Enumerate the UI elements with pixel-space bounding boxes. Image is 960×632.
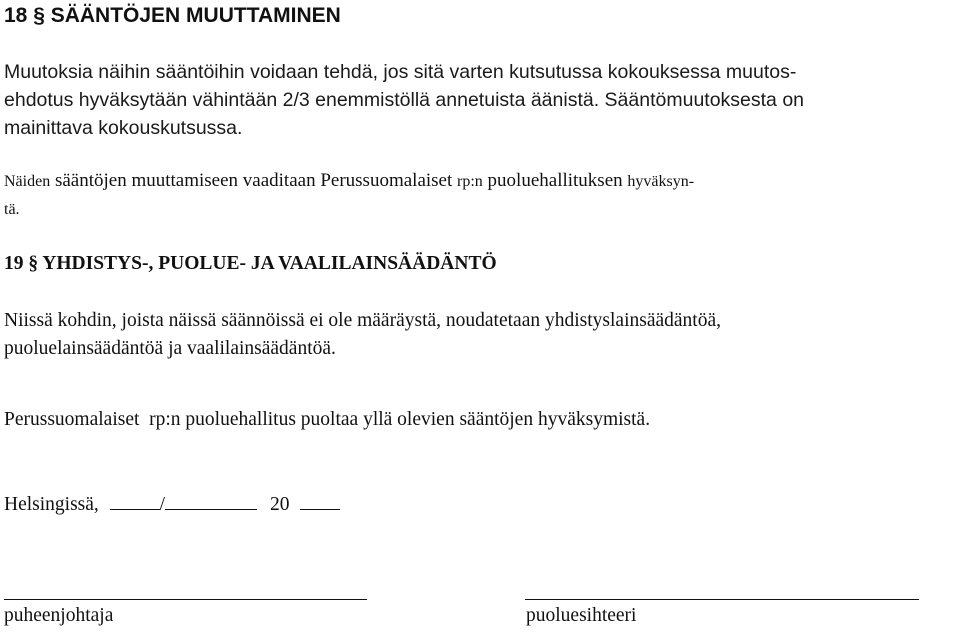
secretary-signature-label: puoluesihteeri xyxy=(526,605,637,626)
text-segment: puoluehallituksen xyxy=(482,170,628,191)
paragraph-line: mainittava kokouskutsussa. xyxy=(4,117,243,139)
approval-requirement-paragraph xyxy=(4,167,694,224)
paragraph-line: ehdotus hyväksytään vähintään 2/3 enemmistöllä annetuista äänistä. Sääntömuutoksesta on xyxy=(4,89,805,111)
section-18-heading: 18 § SÄÄNTÖJEN MUUTTAMINEN xyxy=(4,4,341,27)
paragraph-line: Muutoksia näihin sääntöihin voidaan tehdä, jos sitä varten kutsutussa kokouksessa muutos- xyxy=(4,61,797,83)
day-blank xyxy=(110,491,160,510)
word-rpn: rp:n xyxy=(457,173,483,190)
paragraph-line: puoluelainsäädäntöä ja vaalilainsäädäntöä. xyxy=(4,338,336,359)
place-label: Helsingissä, xyxy=(4,494,99,515)
paragraph-line: Niissä kohdin, joista näissä säännöissä ei ole määräystä, noudatetaan yhdistyslainsäädäntöä, xyxy=(4,310,721,331)
word-naiden: Näiden xyxy=(4,173,51,190)
place-date-line xyxy=(4,491,340,519)
word-hyvaksyn: hyväksyn- xyxy=(627,173,695,190)
section-18-paragraph xyxy=(4,58,944,142)
date-slash: / xyxy=(159,494,166,515)
approval-statement: Perussuomalaiset rp:n puoluehallitus puoltaa yllä olevien sääntöjen hyväksymistä. xyxy=(4,409,651,430)
chairman-signature-line xyxy=(4,599,367,600)
section-19-paragraph xyxy=(4,307,721,363)
month-blank xyxy=(165,491,257,510)
year-prefix: 20 xyxy=(269,494,290,515)
paragraph-line: tä. xyxy=(4,201,20,218)
chairman-signature-label: puheenjohtaja xyxy=(4,605,114,626)
paragraph-line xyxy=(4,167,694,196)
text-segment: sääntöjen muuttamiseen vaaditaan Perussuomalaiset xyxy=(50,170,458,191)
section-19-heading: 19 § YHDISTYS-, PUOLUE- JA VAALILAINSÄÄDÄNTÖ xyxy=(4,253,497,274)
secretary-signature-line xyxy=(525,599,919,600)
year-blank xyxy=(300,491,340,510)
